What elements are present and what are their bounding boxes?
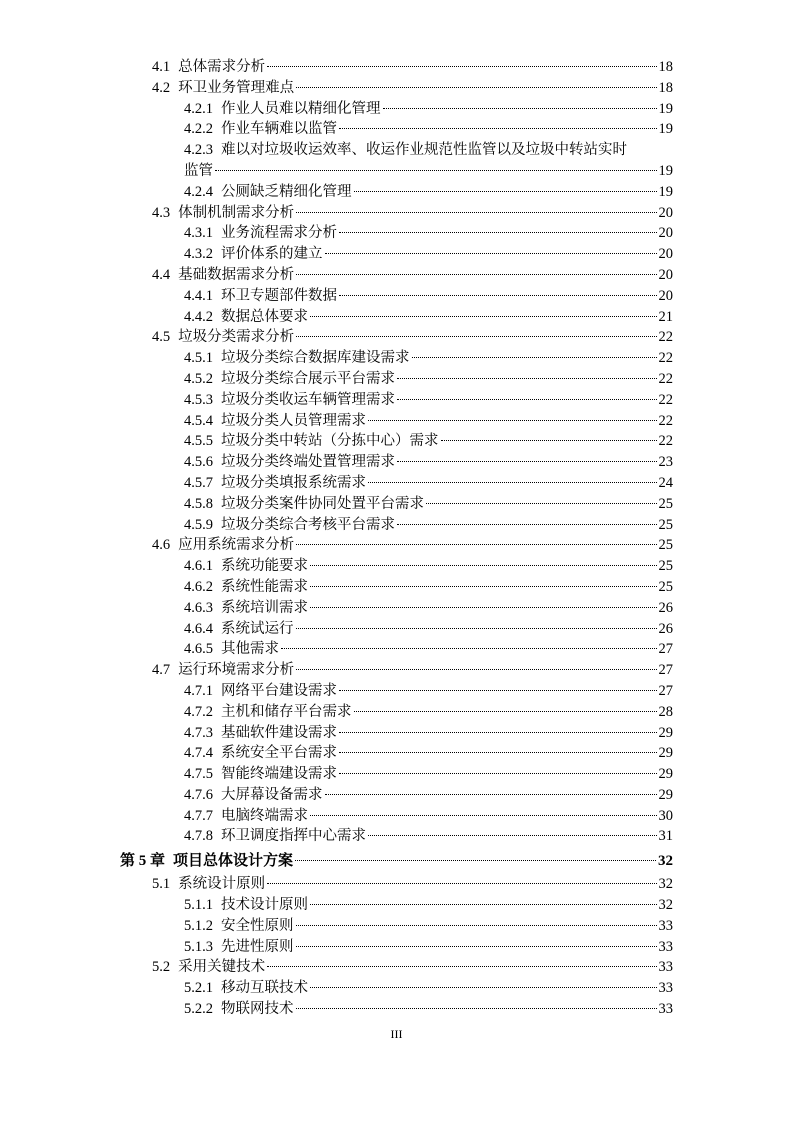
toc-entry-number: 4.7.3 [184, 724, 213, 741]
toc-entry-row [184, 223, 673, 244]
toc-entry-number: 4.6.4 [184, 620, 213, 637]
toc-entry-row [184, 161, 673, 182]
toc-entry-title: 采用关键技术 [178, 959, 266, 976]
toc-entry[interactable] [0, 307, 793, 328]
toc-entry-page: 25 [658, 537, 673, 554]
toc-entry-number: 4.7.6 [184, 786, 213, 803]
dot-leader [339, 773, 657, 774]
dot-leader [296, 669, 656, 670]
toc-entry-title: 大屏幕设备需求 [221, 786, 323, 803]
dot-leader [267, 66, 656, 67]
toc-entry-number: 4.3 [152, 204, 171, 221]
toc-entry-title: 系统培训需求 [221, 599, 308, 616]
toc-entry[interactable] [0, 639, 793, 660]
toc-entry-row [184, 348, 673, 369]
toc-entry-title: 作业人员难以精细化管理 [221, 100, 381, 117]
toc-entry[interactable] [0, 806, 793, 827]
toc-entry-number: 4.2 [152, 79, 171, 96]
toc-entry-row [184, 99, 673, 120]
toc-entry[interactable] [0, 577, 793, 598]
toc-entry-title-continued: 监管 [184, 162, 213, 179]
dot-leader [296, 544, 656, 545]
toc-entry-number: 4.4 [152, 266, 171, 283]
toc-entry-title: 系统安全平台需求 [221, 745, 337, 762]
toc-entry[interactable] [0, 660, 793, 681]
toc-entry-title: 运行环境需求分析 [178, 662, 295, 679]
toc-entry-title: 主机和储存平台需求 [221, 703, 352, 720]
toc-entry[interactable] [0, 244, 793, 265]
toc-entry-title: 垃圾分类案件协同处置平台需求 [221, 495, 424, 512]
toc-entry-page: 22 [658, 391, 673, 408]
toc-entry-title: 网络平台建设需求 [221, 682, 337, 699]
toc-entry-page: 27 [658, 641, 673, 658]
toc-entry-row [184, 307, 673, 328]
dot-leader [368, 420, 657, 421]
toc-entry-title: 作业车辆难以监管 [221, 121, 337, 138]
toc-entry[interactable] [0, 327, 793, 348]
toc-entry-title: 智能终端建设需求 [221, 766, 337, 783]
toc-entry-row [184, 431, 673, 452]
page-number: III [390, 1027, 403, 1041]
toc-entry-title: 应用系统需求分析 [178, 537, 295, 554]
toc-entry-number: 4.5.2 [184, 370, 213, 387]
toc-entry[interactable] [0, 99, 793, 120]
toc-entry-number: 4.2.1 [184, 100, 213, 117]
toc-entry-row [184, 369, 673, 390]
toc-entry-row [184, 916, 673, 937]
toc-entry-number: 4.7.2 [184, 703, 213, 720]
toc-entry-title: 环卫调度指挥中心需求 [221, 828, 366, 845]
toc-entry-row [152, 957, 673, 978]
toc-entry-page: 29 [658, 724, 673, 741]
toc-entry[interactable] [0, 681, 793, 702]
dot-leader [267, 883, 656, 884]
toc-entry-page: 22 [658, 412, 673, 429]
toc-entry-row [152, 78, 673, 99]
toc-entry-row [152, 535, 673, 556]
toc-entry-number: 5.2 [152, 959, 171, 976]
dot-leader [310, 987, 657, 988]
toc-entry-title: 数据总体要求 [221, 308, 308, 325]
toc-entry-title: 先进性原则 [221, 938, 294, 955]
toc-entry[interactable] [0, 743, 793, 764]
toc-entry-row [184, 743, 673, 764]
toc-entry-page: 22 [658, 433, 673, 450]
toc-entry-number: 4.5.6 [184, 454, 213, 471]
toc-entry-row [152, 265, 673, 286]
toc-entry-title: 系统试运行 [221, 620, 294, 637]
toc-entry-row [184, 244, 673, 265]
toc-entry-page: 20 [658, 266, 673, 283]
toc-entry-number: 4.2.4 [184, 183, 213, 200]
toc-entry-number: 4.2.3 [184, 142, 213, 159]
dot-leader [441, 440, 657, 441]
toc-entry-number: 4.7.7 [184, 807, 213, 824]
toc-entry-number: 5.2.1 [184, 980, 213, 997]
toc-entry-title: 技术设计原则 [221, 897, 308, 914]
toc-entry-title: 垃圾分类人员管理需求 [221, 412, 366, 429]
dot-leader [339, 232, 657, 233]
toc-entry[interactable] [0, 826, 793, 847]
toc-entry-number: 4.5.8 [184, 495, 213, 512]
toc-entry-number: 4.3.1 [184, 225, 213, 242]
toc-entry-page: 27 [658, 662, 673, 679]
toc-entry[interactable] [0, 619, 793, 640]
dot-leader [354, 711, 657, 712]
toc-entry-page: 33 [658, 1001, 673, 1018]
toc-entry-number: 4.5.1 [184, 350, 213, 367]
toc-entry-number: 5.2.2 [184, 1001, 213, 1018]
toc-entry-row [184, 286, 673, 307]
toc-entry[interactable] [0, 223, 793, 244]
toc-entry-row [152, 874, 673, 895]
dot-leader [296, 274, 656, 275]
toc-entry-row [184, 639, 673, 660]
toc-entry-number: 4.4.1 [184, 287, 213, 304]
dot-leader [296, 87, 656, 88]
toc-entry-number: 4.5 [152, 329, 171, 346]
toc-entry-page: 25 [658, 495, 673, 512]
toc-entry-row [184, 723, 673, 744]
toc-entry-row [152, 327, 673, 348]
toc-entry-row [184, 764, 673, 785]
toc-entry-page: 33 [658, 959, 673, 976]
dot-leader [295, 860, 656, 861]
toc-entry-page: 33 [658, 938, 673, 955]
toc-entry[interactable] [0, 723, 793, 744]
toc-entry-page: 26 [658, 620, 673, 637]
toc-entry-title: 垃圾分类填报系统需求 [221, 474, 366, 491]
toc-entry[interactable] [0, 999, 793, 1020]
toc-entry-number: 4.7.1 [184, 682, 213, 699]
toc-entry-title: 公厕缺乏精细化管理 [221, 183, 352, 200]
toc-entry[interactable] [0, 598, 793, 619]
toc-entry-row [184, 182, 673, 203]
toc-entry[interactable] [0, 473, 793, 494]
toc-entry-number: 4.6.1 [184, 558, 213, 575]
toc-entry-row [184, 494, 673, 515]
toc-entry-title: 系统功能要求 [221, 558, 308, 575]
toc-entry-title: 其他需求 [221, 641, 279, 658]
dot-leader [339, 752, 657, 753]
toc-entry-title: 垃圾分类综合数据库建设需求 [221, 350, 410, 367]
dot-leader [296, 336, 656, 337]
toc-entry[interactable] [0, 494, 793, 515]
toc-entry-number: 4.5.4 [184, 412, 213, 429]
toc-entry-page: 31 [658, 828, 673, 845]
toc-entry[interactable] [0, 265, 793, 286]
toc-entry-page: 18 [658, 79, 673, 96]
dot-leader [339, 732, 657, 733]
toc-entry-number: 4.2.2 [184, 121, 213, 138]
toc-entry-page: 29 [658, 786, 673, 803]
toc-entry[interactable] [0, 119, 793, 140]
toc-entry[interactable] [0, 702, 793, 723]
toc-entry[interactable] [0, 849, 793, 874]
dot-leader [397, 461, 657, 462]
toc-entry-title: 移动互联技术 [221, 980, 308, 997]
dot-leader [296, 1008, 657, 1009]
toc-entry-row [184, 806, 673, 827]
dot-leader [296, 212, 656, 213]
toc-entry-title: 垃圾分类收运车辆管理需求 [221, 391, 395, 408]
dot-leader [325, 253, 657, 254]
toc-entry[interactable] [0, 515, 793, 536]
toc-entry-title: 垃圾分类综合考核平台需求 [221, 516, 395, 533]
toc-entry-page: 32 [658, 853, 673, 870]
toc-entry-row [184, 681, 673, 702]
toc-entry-row [184, 577, 673, 598]
dot-leader [397, 524, 657, 525]
toc-entry-page: 20 [658, 204, 673, 221]
toc-entry-page: 20 [658, 287, 673, 304]
dot-leader [339, 690, 657, 691]
toc-entry-page: 32 [658, 897, 673, 914]
dot-leader [215, 170, 657, 171]
toc-entry-row [184, 978, 673, 999]
toc-entry-page: 29 [658, 766, 673, 783]
toc-entry[interactable] [0, 937, 793, 958]
toc-entry-row [184, 895, 673, 916]
toc-entry-page: 23 [658, 454, 673, 471]
dot-leader [310, 586, 657, 587]
toc-entry-title: 垃圾分类终端处置管理需求 [221, 454, 395, 471]
toc-entry-page: 28 [658, 703, 673, 720]
toc-entry-number: 4.5.7 [184, 474, 213, 491]
toc-entry[interactable] [0, 369, 793, 390]
table-of-contents [0, 57, 793, 1020]
toc-entry[interactable] [0, 286, 793, 307]
toc-entry-line [184, 140, 673, 161]
toc-entry-title: 难以对垃圾收运效率、收运作业规范性监管以及垃圾中转站实时 [221, 142, 627, 159]
toc-entry-row [184, 119, 673, 140]
toc-entry-page: 24 [658, 474, 673, 491]
toc-entry-title: 体制机制需求分析 [178, 204, 295, 221]
toc-entry-number: 4.1 [152, 59, 171, 75]
toc-entry-page: 19 [658, 162, 673, 179]
dot-leader [339, 295, 657, 296]
toc-entry-title: 总体需求分析 [178, 59, 266, 75]
dot-leader [397, 378, 657, 379]
toc-entry[interactable] [0, 348, 793, 369]
toc-entry-title: 系统设计原则 [178, 876, 266, 893]
dot-leader [296, 925, 657, 926]
toc-entry-row [152, 203, 673, 224]
dot-leader [310, 607, 657, 608]
dot-leader [267, 966, 656, 967]
toc-entry-row [184, 826, 673, 847]
toc-entry-page: 19 [658, 183, 673, 200]
dot-leader [368, 835, 657, 836]
toc-entry[interactable] [0, 203, 793, 224]
dot-leader [310, 565, 657, 566]
toc-entry-row [120, 851, 673, 872]
toc-entry-number: 4.4.2 [184, 308, 213, 325]
toc-entry[interactable] [0, 78, 793, 99]
toc-entry-number: 4.6.5 [184, 641, 213, 658]
toc-entry-title: 业务流程需求分析 [221, 225, 337, 242]
dot-leader [310, 904, 657, 905]
toc-entry[interactable] [0, 390, 793, 411]
toc-entry[interactable] [0, 57, 793, 78]
dot-leader [281, 648, 657, 649]
toc-entry-row [184, 619, 673, 640]
toc-entry-title: 项目总体设计方案 [173, 853, 294, 870]
toc-entry-number: 4.5.5 [184, 433, 213, 450]
dot-leader [397, 399, 657, 400]
toc-entry-page: 18 [658, 59, 673, 75]
toc-entry-row [184, 999, 673, 1020]
toc-entry-number: 4.7.5 [184, 766, 213, 783]
toc-entry-number: 4.6 [152, 537, 171, 554]
toc-entry-row [184, 452, 673, 473]
toc-entry-page: 22 [658, 350, 673, 367]
toc-entry[interactable] [0, 182, 793, 203]
toc-entry-title: 环卫专题部件数据 [221, 287, 337, 304]
toc-entry-title: 环卫业务管理难点 [178, 79, 295, 96]
toc-entry-page: 19 [658, 100, 673, 117]
toc-entry-page: 32 [658, 876, 673, 893]
toc-entry-number: 4.5.9 [184, 516, 213, 533]
dot-leader [426, 503, 657, 504]
toc-entry-page: 19 [658, 121, 673, 138]
toc-entry-title: 电脑终端需求 [221, 807, 308, 824]
dot-leader [296, 946, 657, 947]
toc-entry-row [184, 702, 673, 723]
toc-entry[interactable] [0, 916, 793, 937]
toc-entry-page: 26 [658, 599, 673, 616]
toc-entry-page: 33 [658, 917, 673, 934]
toc-entry-title: 物联网技术 [221, 1001, 294, 1018]
toc-entry[interactable] [0, 431, 793, 452]
dot-leader [310, 316, 657, 317]
toc-entry-page: 20 [658, 246, 673, 263]
toc-entry-title: 垃圾分类综合展示平台需求 [221, 370, 395, 387]
toc-entry-title: 系统性能需求 [221, 578, 308, 595]
toc-entry[interactable] [0, 957, 793, 978]
toc-entry-row [184, 390, 673, 411]
toc-entry-title: 垃圾分类中转站（分拣中心）需求 [221, 433, 439, 450]
toc-entry[interactable] [0, 978, 793, 999]
toc-entry-page: 22 [658, 370, 673, 387]
toc-entry-title: 基础软件建设需求 [221, 724, 337, 741]
dot-leader [412, 357, 657, 358]
toc-entry[interactable] [0, 874, 793, 895]
toc-entry-title: 垃圾分类需求分析 [178, 329, 295, 346]
toc-entry[interactable] [0, 452, 793, 473]
toc-entry-page: 25 [658, 516, 673, 533]
toc-entry-row [184, 515, 673, 536]
dot-leader [325, 794, 657, 795]
dot-leader [354, 191, 657, 192]
toc-entry-row [184, 411, 673, 432]
toc-entry-row [184, 598, 673, 619]
toc-entry-number: 5.1.3 [184, 938, 213, 955]
dot-leader [339, 128, 657, 129]
toc-entry-page: 21 [658, 308, 673, 325]
toc-entry-row [184, 556, 673, 577]
toc-entry[interactable] [0, 764, 793, 785]
toc-entry-row [184, 785, 673, 806]
toc-entry-number: 4.3.2 [184, 246, 213, 263]
toc-entry-number: 4.7 [152, 662, 171, 679]
toc-entry-row [184, 473, 673, 494]
toc-entry-number: 4.6.3 [184, 599, 213, 616]
toc-entry-page: 27 [658, 682, 673, 699]
toc-entry-page: 33 [658, 980, 673, 997]
toc-entry[interactable] [0, 556, 793, 577]
toc-entry-number: 第 5 章 [120, 853, 166, 870]
toc-entry-title: 基础数据需求分析 [178, 266, 295, 283]
toc-entry-number: 4.6.2 [184, 578, 213, 595]
toc-entry-number: 4.5.3 [184, 391, 213, 408]
dot-leader [383, 108, 657, 109]
toc-entry-page: 25 [658, 578, 673, 595]
toc-entry-title: 安全性原则 [221, 917, 294, 934]
toc-entry[interactable] [0, 411, 793, 432]
toc-entry[interactable] [0, 785, 793, 806]
toc-entry-row [152, 57, 673, 78]
toc-entry-number: 4.7.8 [184, 828, 213, 845]
dot-leader [296, 628, 657, 629]
toc-entry-row [152, 660, 673, 681]
toc-entry-page: 20 [658, 225, 673, 242]
toc-entry-number: 5.1.2 [184, 917, 213, 934]
toc-entry-number: 5.1.1 [184, 897, 213, 914]
dot-leader [368, 482, 657, 483]
toc-entry[interactable] [0, 140, 793, 182]
toc-entry-page: 25 [658, 558, 673, 575]
toc-entry-number: 5.1 [152, 876, 171, 893]
toc-entry-title: 评价体系的建立 [221, 246, 323, 263]
toc-entry-number: 4.7.4 [184, 745, 213, 762]
dot-leader [310, 815, 657, 816]
toc-entry-page: 22 [658, 329, 673, 346]
toc-entry-page: 29 [658, 745, 673, 762]
toc-entry-page: 30 [658, 807, 673, 824]
toc-entry[interactable] [0, 535, 793, 556]
toc-entry[interactable] [0, 895, 793, 916]
toc-entry-row [184, 937, 673, 958]
